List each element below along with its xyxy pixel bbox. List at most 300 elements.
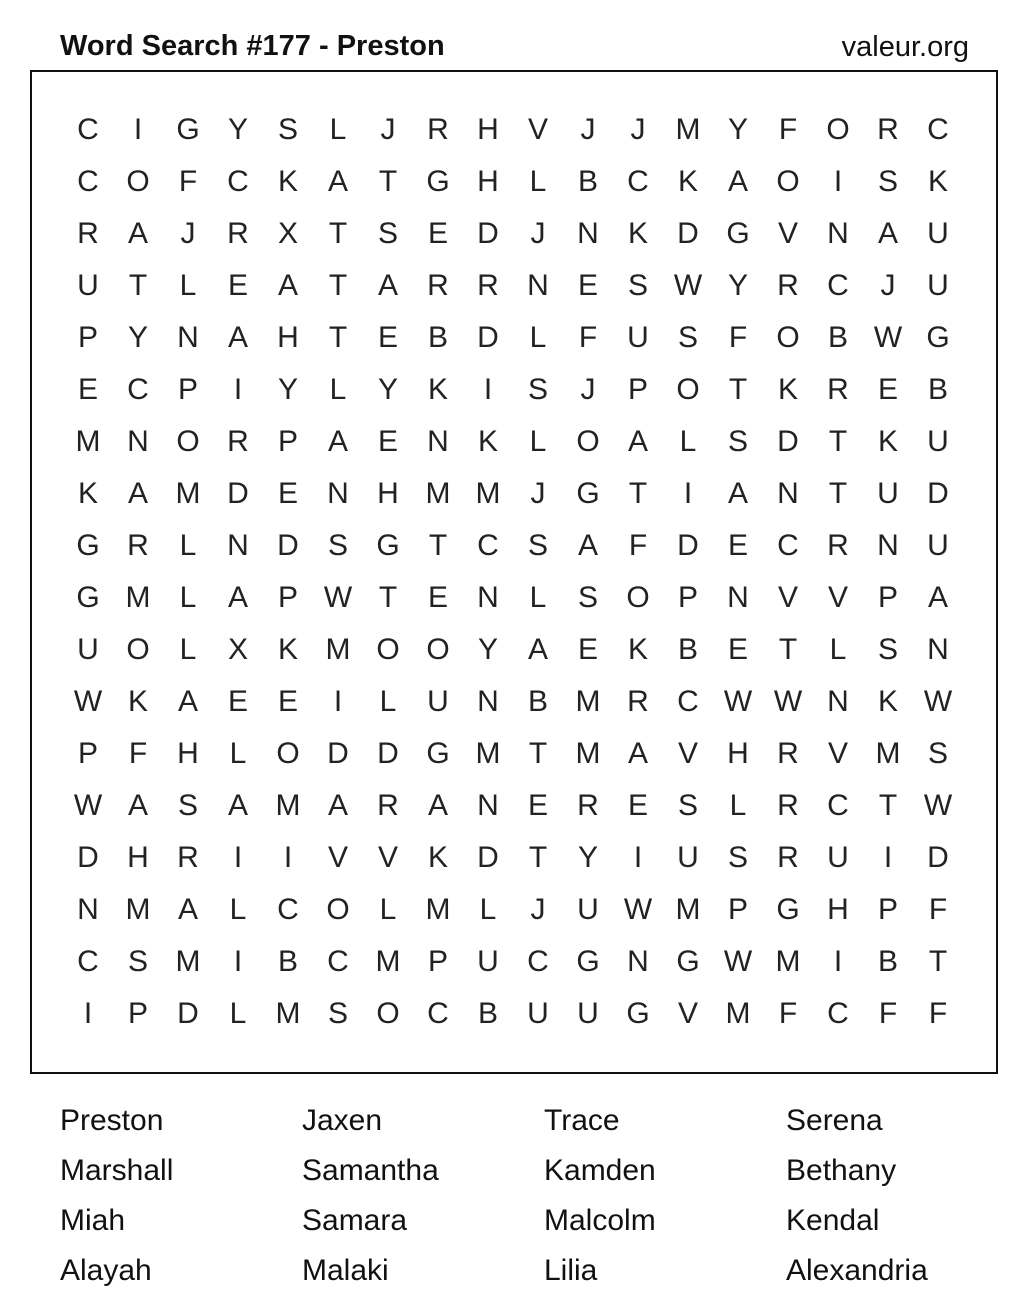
grid-cell[interactable]: H — [277, 321, 299, 354]
grid-cell[interactable]: R — [777, 789, 799, 822]
grid-cell[interactable]: V — [827, 737, 848, 770]
grid-cell[interactable]: A — [177, 685, 198, 718]
grid-cell[interactable]: E — [277, 685, 298, 718]
grid-cell[interactable]: D — [677, 217, 699, 250]
grid-cell[interactable]: O — [776, 165, 800, 198]
grid-cell[interactable]: R — [827, 373, 849, 406]
grid-cell[interactable]: A — [127, 789, 148, 822]
grid-cell[interactable]: A — [927, 581, 948, 614]
grid-cell[interactable]: A — [127, 477, 148, 510]
grid-cell[interactable]: I — [633, 841, 643, 874]
grid-cell[interactable]: B — [527, 685, 548, 718]
grid-cell[interactable]: J — [530, 893, 546, 926]
grid-cell[interactable]: Y — [577, 841, 598, 874]
grid-cell[interactable]: M — [675, 893, 701, 926]
grid-cell[interactable]: U — [577, 997, 599, 1030]
grid-cell[interactable]: S — [677, 321, 698, 354]
grid-cell[interactable]: G — [376, 529, 400, 562]
grid-cell[interactable]: R — [777, 269, 799, 302]
grid-cell[interactable]: L — [529, 581, 547, 614]
grid-cell[interactable]: J — [380, 113, 396, 146]
grid-cell[interactable]: S — [127, 945, 148, 978]
grid-cell[interactable]: L — [229, 997, 247, 1030]
grid-cell[interactable]: M — [475, 737, 501, 770]
grid-cell[interactable]: E — [427, 217, 448, 250]
grid-cell[interactable]: C — [627, 165, 649, 198]
grid-cell[interactable]: G — [676, 945, 700, 978]
grid-cell[interactable]: D — [477, 321, 499, 354]
grid-cell[interactable]: R — [227, 425, 249, 458]
grid-cell[interactable]: A — [327, 165, 348, 198]
grid-cell[interactable]: D — [77, 841, 99, 874]
grid-cell[interactable]: D — [177, 997, 199, 1030]
grid-cell[interactable]: A — [427, 789, 448, 822]
grid-cell[interactable]: H — [177, 737, 199, 770]
grid-cell[interactable]: F — [778, 113, 798, 146]
grid-cell[interactable]: E — [727, 529, 748, 562]
grid-cell[interactable]: L — [379, 893, 397, 926]
grid-cell[interactable]: T — [528, 841, 548, 874]
grid-cell[interactable]: A — [227, 789, 248, 822]
grid-cell[interactable]: A — [177, 893, 198, 926]
grid-cell[interactable]: S — [877, 165, 898, 198]
grid-cell[interactable]: D — [477, 841, 499, 874]
grid-cell[interactable]: U — [477, 945, 499, 978]
grid-cell[interactable]: G — [426, 165, 450, 198]
grid-cell[interactable]: A — [327, 789, 348, 822]
grid-cell[interactable]: Y — [277, 373, 298, 406]
grid-cell[interactable]: S — [727, 425, 748, 458]
grid-cell[interactable]: M — [175, 945, 201, 978]
grid-cell[interactable]: H — [827, 893, 849, 926]
grid-cell[interactable]: R — [177, 841, 199, 874]
grid-cell[interactable]: S — [277, 113, 298, 146]
grid-cell[interactable]: G — [626, 997, 650, 1030]
grid-cell[interactable]: G — [776, 893, 800, 926]
grid-cell[interactable]: D — [227, 477, 249, 510]
grid-cell[interactable]: P — [627, 373, 648, 406]
grid-cell[interactable]: N — [627, 945, 649, 978]
grid-cell[interactable]: M — [775, 945, 801, 978]
grid-cell[interactable]: M — [575, 685, 601, 718]
grid-cell[interactable]: M — [575, 737, 601, 770]
grid-cell[interactable]: B — [877, 945, 898, 978]
grid-cell[interactable]: R — [477, 269, 499, 302]
grid-cell[interactable]: Y — [477, 633, 498, 666]
grid-cell[interactable]: M — [125, 581, 151, 614]
grid-cell[interactable]: M — [425, 893, 451, 926]
grid-cell[interactable]: U — [77, 269, 99, 302]
grid-cell[interactable]: T — [828, 477, 848, 510]
grid-cell[interactable]: U — [527, 997, 549, 1030]
grid-cell[interactable]: V — [777, 581, 798, 614]
grid-cell[interactable]: I — [233, 945, 243, 978]
grid-cell[interactable]: S — [727, 841, 748, 874]
grid-cell[interactable]: T — [378, 165, 398, 198]
grid-cell[interactable]: E — [77, 373, 98, 406]
grid-cell[interactable]: L — [179, 633, 197, 666]
grid-cell[interactable]: S — [877, 633, 898, 666]
grid-cell[interactable]: M — [475, 477, 501, 510]
grid-cell[interactable]: D — [927, 841, 949, 874]
grid-cell[interactable]: W — [73, 789, 103, 822]
grid-cell[interactable]: N — [727, 581, 749, 614]
grid-cell[interactable]: U — [677, 841, 699, 874]
grid-cell[interactable]: L — [179, 269, 197, 302]
grid-cell[interactable]: F — [728, 321, 748, 354]
grid-cell[interactable]: O — [126, 165, 150, 198]
grid-cell[interactable]: F — [778, 997, 798, 1030]
grid-cell[interactable]: F — [578, 321, 598, 354]
grid-cell[interactable]: N — [77, 893, 99, 926]
grid-cell[interactable]: E — [377, 425, 398, 458]
grid-cell[interactable]: U — [927, 217, 949, 250]
grid-cell[interactable]: W — [723, 945, 753, 978]
grid-cell[interactable]: F — [628, 529, 648, 562]
grid-cell[interactable]: B — [277, 945, 298, 978]
grid-cell[interactable]: T — [128, 269, 148, 302]
grid-cell[interactable]: U — [577, 893, 599, 926]
grid-cell[interactable]: T — [328, 269, 348, 302]
grid-cell[interactable]: K — [677, 165, 698, 198]
grid-cell[interactable]: L — [529, 321, 547, 354]
grid-cell[interactable]: O — [276, 737, 300, 770]
grid-cell[interactable]: R — [427, 113, 449, 146]
grid-cell[interactable]: W — [723, 685, 753, 718]
grid-cell[interactable]: Y — [727, 113, 748, 146]
grid-cell[interactable]: S — [327, 529, 348, 562]
grid-cell[interactable]: J — [880, 269, 896, 302]
grid-cell[interactable]: R — [227, 217, 249, 250]
grid-cell[interactable]: T — [378, 581, 398, 614]
grid-cell[interactable]: J — [630, 113, 646, 146]
grid-cell[interactable]: I — [283, 841, 293, 874]
grid-cell[interactable]: I — [233, 373, 243, 406]
grid-cell[interactable]: N — [427, 425, 449, 458]
grid-cell[interactable]: W — [323, 581, 353, 614]
grid-cell[interactable]: K — [277, 165, 298, 198]
grid-cell[interactable]: I — [133, 113, 143, 146]
grid-cell[interactable]: L — [479, 893, 497, 926]
grid-cell[interactable]: F — [878, 997, 898, 1030]
grid-cell[interactable]: M — [175, 477, 201, 510]
grid-cell[interactable]: M — [275, 789, 301, 822]
grid-cell[interactable]: O — [676, 373, 700, 406]
grid-cell[interactable]: N — [827, 685, 849, 718]
grid-cell[interactable]: O — [826, 113, 850, 146]
grid-cell[interactable]: D — [377, 737, 399, 770]
grid-cell[interactable]: A — [327, 425, 348, 458]
grid-cell[interactable]: V — [377, 841, 398, 874]
grid-cell[interactable]: D — [477, 217, 499, 250]
grid-cell[interactable]: G — [576, 477, 600, 510]
grid-cell[interactable]: B — [427, 321, 448, 354]
grid-cell[interactable]: F — [928, 997, 948, 1030]
grid-cell[interactable]: B — [677, 633, 698, 666]
grid-cell[interactable]: W — [73, 685, 103, 718]
grid-cell[interactable]: T — [728, 373, 748, 406]
grid-cell[interactable]: W — [673, 269, 703, 302]
grid-cell[interactable]: A — [727, 477, 748, 510]
grid-cell[interactable]: N — [527, 269, 549, 302]
grid-cell[interactable]: B — [477, 997, 498, 1030]
grid-cell[interactable]: R — [127, 529, 149, 562]
grid-cell[interactable]: O — [776, 321, 800, 354]
grid-cell[interactable]: N — [877, 529, 899, 562]
grid-cell[interactable]: O — [126, 633, 150, 666]
grid-cell[interactable]: Y — [227, 113, 248, 146]
grid-cell[interactable]: I — [883, 841, 893, 874]
grid-cell[interactable]: N — [227, 529, 249, 562]
grid-cell[interactable]: S — [577, 581, 598, 614]
grid-cell[interactable]: G — [576, 945, 600, 978]
grid-cell[interactable]: S — [527, 373, 548, 406]
grid-cell[interactable]: P — [727, 893, 748, 926]
grid-cell[interactable]: V — [677, 997, 698, 1030]
grid-cell[interactable]: E — [577, 633, 598, 666]
grid-cell[interactable]: N — [577, 217, 599, 250]
grid-cell[interactable]: U — [927, 269, 949, 302]
grid-cell[interactable]: N — [777, 477, 799, 510]
grid-cell[interactable]: E — [227, 685, 248, 718]
grid-cell[interactable]: C — [327, 945, 349, 978]
grid-cell[interactable]: M — [725, 997, 751, 1030]
grid-cell[interactable]: G — [926, 321, 950, 354]
grid-cell[interactable]: P — [127, 997, 148, 1030]
grid-cell[interactable]: N — [327, 477, 349, 510]
grid-cell[interactable]: T — [928, 945, 948, 978]
grid-cell[interactable]: R — [827, 529, 849, 562]
grid-cell[interactable]: P — [427, 945, 448, 978]
grid-cell[interactable]: T — [878, 789, 898, 822]
grid-cell[interactable]: P — [77, 321, 98, 354]
grid-cell[interactable]: L — [529, 165, 547, 198]
grid-cell[interactable]: J — [580, 373, 596, 406]
grid-cell[interactable]: M — [375, 945, 401, 978]
grid-cell[interactable]: B — [577, 165, 598, 198]
grid-cell[interactable]: K — [427, 841, 448, 874]
grid-cell[interactable]: L — [229, 893, 247, 926]
grid-cell[interactable]: I — [833, 165, 843, 198]
grid-cell[interactable]: K — [877, 685, 898, 718]
grid-cell[interactable]: H — [377, 477, 399, 510]
grid-cell[interactable]: X — [277, 217, 298, 250]
grid-cell[interactable]: X — [227, 633, 248, 666]
grid-cell[interactable]: L — [729, 789, 747, 822]
grid-cell[interactable]: T — [778, 633, 798, 666]
grid-cell[interactable]: W — [923, 789, 953, 822]
grid-cell[interactable]: T — [628, 477, 648, 510]
grid-cell[interactable]: E — [427, 581, 448, 614]
grid-cell[interactable]: C — [427, 997, 449, 1030]
grid-cell[interactable]: G — [76, 581, 100, 614]
grid-cell[interactable]: S — [927, 737, 948, 770]
grid-cell[interactable]: O — [576, 425, 600, 458]
grid-cell[interactable]: R — [777, 841, 799, 874]
grid-cell[interactable]: I — [483, 373, 493, 406]
grid-cell[interactable]: M — [75, 425, 101, 458]
grid-cell[interactable]: V — [827, 581, 848, 614]
grid-cell[interactable]: T — [528, 737, 548, 770]
grid-cell[interactable]: M — [425, 477, 451, 510]
grid-cell[interactable]: L — [529, 425, 547, 458]
grid-cell[interactable]: T — [828, 425, 848, 458]
grid-cell[interactable]: U — [627, 321, 649, 354]
grid-cell[interactable]: T — [428, 529, 448, 562]
grid-cell[interactable]: I — [233, 841, 243, 874]
grid-cell[interactable]: N — [477, 789, 499, 822]
grid-cell[interactable]: L — [179, 529, 197, 562]
grid-cell[interactable]: H — [477, 113, 499, 146]
grid-cell[interactable]: K — [627, 217, 648, 250]
grid-cell[interactable]: C — [927, 113, 949, 146]
grid-cell[interactable]: J — [530, 217, 546, 250]
grid-cell[interactable]: U — [927, 529, 949, 562]
grid-cell[interactable]: U — [77, 633, 99, 666]
grid-cell[interactable]: V — [327, 841, 348, 874]
grid-cell[interactable]: P — [177, 373, 198, 406]
grid-cell[interactable]: O — [426, 633, 450, 666]
grid-cell[interactable]: G — [726, 217, 750, 250]
grid-cell[interactable]: A — [127, 217, 148, 250]
grid-cell[interactable]: L — [229, 737, 247, 770]
grid-cell[interactable]: H — [727, 737, 749, 770]
grid-cell[interactable]: G — [426, 737, 450, 770]
grid-cell[interactable]: W — [623, 893, 653, 926]
grid-cell[interactable]: L — [679, 425, 697, 458]
grid-cell[interactable]: R — [877, 113, 899, 146]
grid-cell[interactable]: L — [829, 633, 847, 666]
grid-cell[interactable]: W — [923, 685, 953, 718]
grid-cell[interactable]: U — [877, 477, 899, 510]
grid-cell[interactable]: S — [377, 217, 398, 250]
grid-cell[interactable]: P — [77, 737, 98, 770]
grid-cell[interactable]: O — [376, 997, 400, 1030]
grid-cell[interactable]: E — [527, 789, 548, 822]
grid-cell[interactable]: S — [627, 269, 648, 302]
grid-cell[interactable]: V — [527, 113, 548, 146]
grid-cell[interactable]: A — [627, 425, 648, 458]
grid-cell[interactable]: C — [127, 373, 149, 406]
grid-cell[interactable]: M — [675, 113, 701, 146]
grid-cell[interactable]: F — [128, 737, 148, 770]
grid-cell[interactable]: K — [277, 633, 298, 666]
grid-cell[interactable]: S — [677, 789, 698, 822]
grid-cell[interactable]: J — [530, 477, 546, 510]
grid-cell[interactable]: T — [328, 217, 348, 250]
grid-cell[interactable]: C — [777, 529, 799, 562]
grid-cell[interactable]: C — [827, 789, 849, 822]
grid-cell[interactable]: D — [327, 737, 349, 770]
grid-cell[interactable]: W — [873, 321, 903, 354]
grid-cell[interactable]: G — [76, 529, 100, 562]
grid-cell[interactable]: O — [176, 425, 200, 458]
grid-cell[interactable]: C — [527, 945, 549, 978]
grid-cell[interactable]: N — [127, 425, 149, 458]
grid-cell[interactable]: A — [527, 633, 548, 666]
grid-cell[interactable]: N — [927, 633, 949, 666]
grid-cell[interactable]: M — [875, 737, 901, 770]
grid-cell[interactable]: C — [827, 997, 849, 1030]
grid-cell[interactable]: H — [127, 841, 149, 874]
grid-cell[interactable]: O — [376, 633, 400, 666]
grid-cell[interactable]: F — [928, 893, 948, 926]
grid-cell[interactable]: I — [83, 997, 93, 1030]
grid-cell[interactable]: L — [329, 373, 347, 406]
grid-cell[interactable]: C — [277, 893, 299, 926]
grid-cell[interactable]: D — [777, 425, 799, 458]
grid-cell[interactable]: S — [327, 997, 348, 1030]
grid-cell[interactable]: R — [777, 737, 799, 770]
grid-cell[interactable]: P — [877, 581, 898, 614]
grid-cell[interactable]: D — [927, 477, 949, 510]
grid-cell[interactable]: N — [827, 217, 849, 250]
grid-cell[interactable]: L — [179, 581, 197, 614]
grid-cell[interactable]: K — [477, 425, 498, 458]
grid-cell[interactable]: C — [677, 685, 699, 718]
grid-cell[interactable]: F — [178, 165, 198, 198]
grid-cell[interactable]: Y — [727, 269, 748, 302]
grid-cell[interactable]: E — [377, 321, 398, 354]
grid-cell[interactable]: I — [833, 945, 843, 978]
grid-cell[interactable]: C — [477, 529, 499, 562]
grid-cell[interactable]: K — [777, 373, 798, 406]
grid-cell[interactable]: M — [325, 633, 351, 666]
grid-cell[interactable]: H — [477, 165, 499, 198]
grid-cell[interactable]: C — [227, 165, 249, 198]
grid-cell[interactable]: J — [180, 217, 196, 250]
grid-cell[interactable]: R — [427, 269, 449, 302]
grid-cell[interactable]: K — [77, 477, 98, 510]
grid-cell[interactable]: A — [227, 581, 248, 614]
grid-cell[interactable]: V — [677, 737, 698, 770]
grid-cell[interactable]: C — [77, 113, 99, 146]
grid-cell[interactable]: E — [577, 269, 598, 302]
grid-cell[interactable]: N — [477, 581, 499, 614]
grid-cell[interactable]: R — [77, 217, 99, 250]
grid-cell[interactable]: R — [627, 685, 649, 718]
grid-cell[interactable]: L — [329, 113, 347, 146]
grid-cell[interactable]: E — [627, 789, 648, 822]
grid-cell[interactable]: T — [328, 321, 348, 354]
grid-cell[interactable]: V — [777, 217, 798, 250]
grid-cell[interactable]: A — [577, 529, 598, 562]
grid-cell[interactable]: O — [626, 581, 650, 614]
grid-cell[interactable]: M — [275, 997, 301, 1030]
grid-cell[interactable]: C — [77, 165, 99, 198]
grid-cell[interactable]: A — [377, 269, 398, 302]
grid-cell[interactable]: E — [277, 477, 298, 510]
grid-cell[interactable]: C — [77, 945, 99, 978]
grid-cell[interactable]: B — [927, 373, 948, 406]
grid-cell[interactable]: N — [477, 685, 499, 718]
grid-cell[interactable]: L — [379, 685, 397, 718]
grid-cell[interactable]: A — [627, 737, 648, 770]
grid-cell[interactable]: A — [727, 165, 748, 198]
grid-cell[interactable]: P — [677, 581, 698, 614]
grid-cell[interactable]: A — [277, 269, 298, 302]
grid-cell[interactable]: S — [527, 529, 548, 562]
grid-cell[interactable]: N — [177, 321, 199, 354]
grid-cell[interactable]: P — [277, 581, 298, 614]
grid-cell[interactable]: O — [326, 893, 350, 926]
grid-cell[interactable]: K — [627, 633, 648, 666]
grid-cell[interactable]: U — [427, 685, 449, 718]
grid-cell[interactable]: E — [877, 373, 898, 406]
grid-cell[interactable]: D — [277, 529, 299, 562]
grid-cell[interactable]: A — [877, 217, 898, 250]
grid-cell[interactable]: W — [773, 685, 803, 718]
